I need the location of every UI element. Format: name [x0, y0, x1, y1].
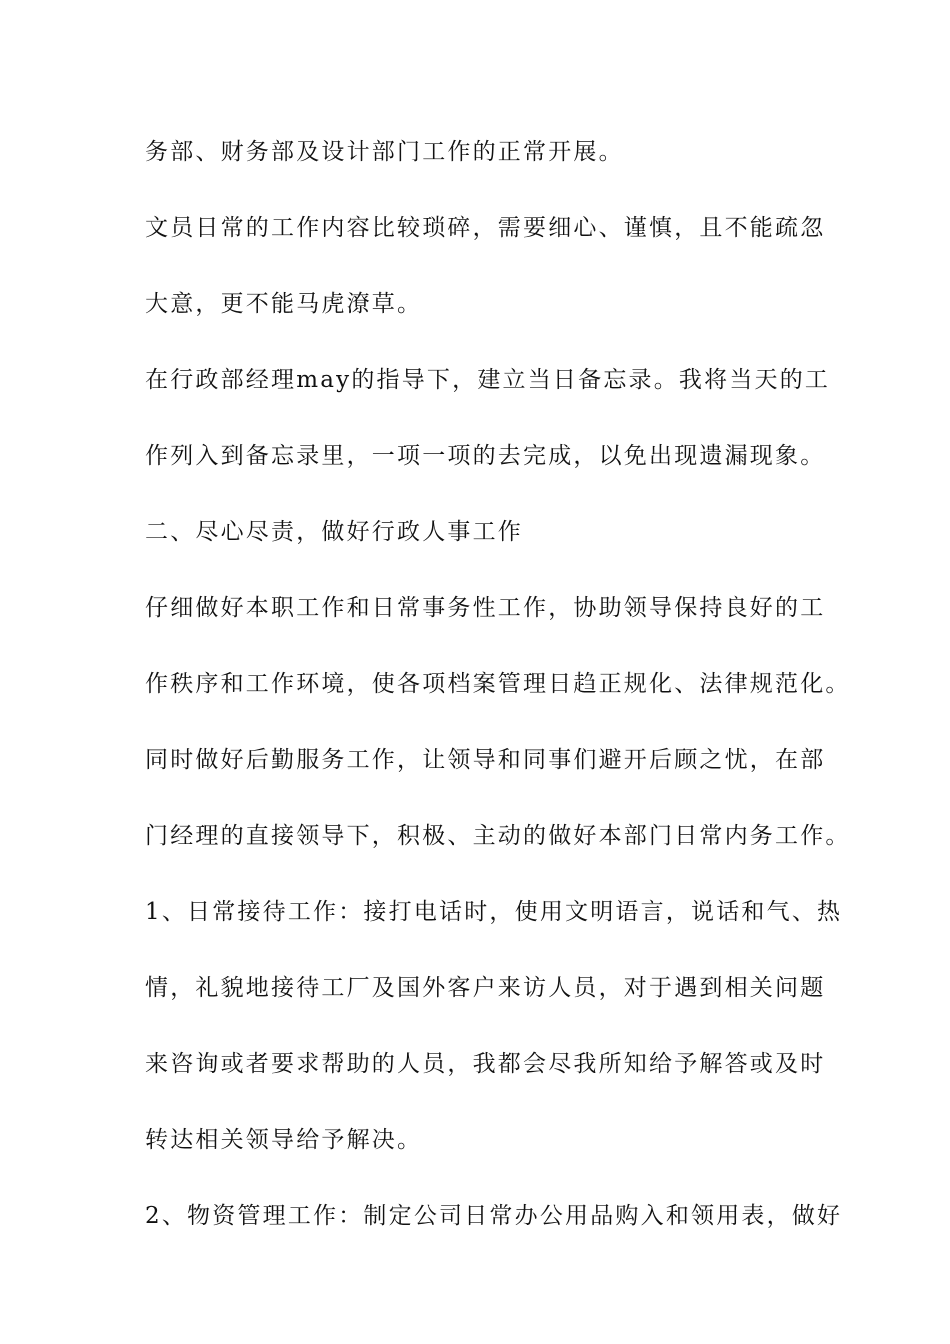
text-line: 1、日常接待工作：接打电话时，使用文明语言，说话和气、热 [145, 899, 843, 925]
text-line: 在行政部经理may的指导下，建立当日备忘录。我将当天的工 [145, 367, 831, 393]
text-line: 门经理的直接领导下，积极、主动的做好本部门日常内务工作。 [145, 823, 851, 849]
text-line: 作秩序和工作环境，使各项档案管理日趋正规化、法律规范化。 [145, 671, 851, 697]
text-line: 转达相关领导给予解决。 [145, 1127, 423, 1153]
text-line: 来咨询或者要求帮助的人员，我都会尽我所知给予解答或及时 [145, 1051, 826, 1077]
text-line: 务部、财务部及设计部门工作的正常开展。 [145, 139, 624, 165]
text-line: 作列入到备忘录里，一项一项的去完成，以免出现遗漏现象。 [145, 443, 826, 469]
text-line: 同时做好后勤服务工作，让领导和同事们避开后顾之忧，在部 [145, 747, 826, 773]
section-heading: 二、尽心尽责，做好行政人事工作 [145, 519, 523, 545]
text-line: 文员日常的工作内容比较琐碎，需要细心、谨慎，且不能疏忽 [145, 215, 826, 241]
text-line: 情，礼貌地接待工厂及国外客户来访人员，对于遇到相关问题 [145, 975, 826, 1001]
text-line: 仔细做好本职工作和日常事务性工作，协助领导保持良好的工 [145, 595, 826, 621]
body-text [145, 130, 851, 1270]
text-line: 大意，更不能马虎潦草。 [145, 291, 423, 317]
text-line: 2、物资管理工作：制定公司日常办公用品购入和领用表，做好 [145, 1203, 843, 1229]
